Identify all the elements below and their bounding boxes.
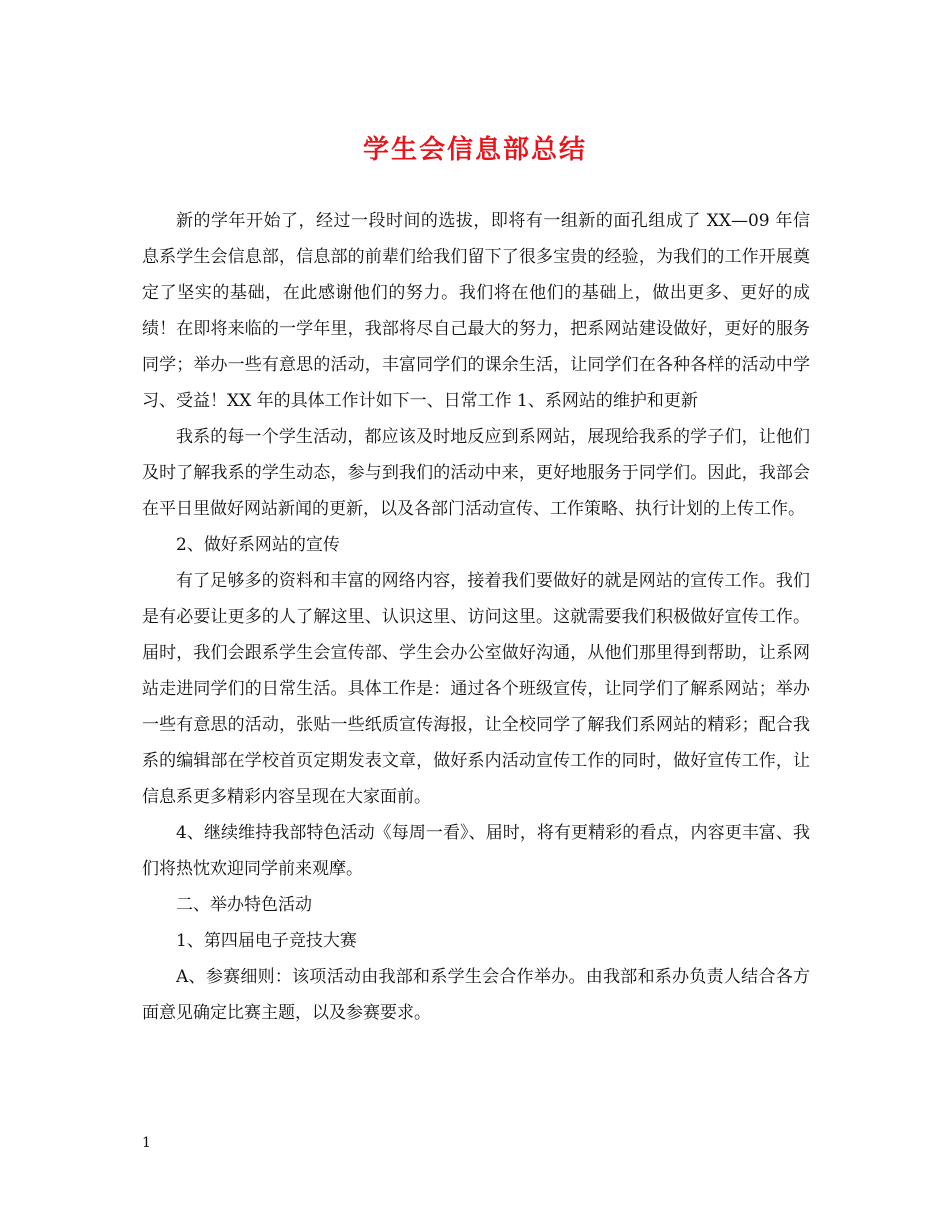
document-title: 学生会信息部总结: [362, 135, 587, 165]
paragraph: 我系的每一个学生活动，都应该及时地反应到系网站，展现给我系的学子们，让他们及时了解我系的学生动态，参与到我们的活动中来，更好地服务于同学们。因此，我部会在平日里做好网站新闻的更新，以及各部门活动宣传、工作策略、执行计划的上传工作。: [142, 427, 810, 519]
paragraph: 有了足够多的资料和丰富的网络内容，接着我们要做好的就是网站的宣传工作。我们是有必要让更多的人了解这里、认识这里、访问这里。这就需要我们积极做好宣传工作。届时，我们会跟系学生会宣传部、学生会办公室做好沟通，从他们那里得到帮助，让系网站走进同学们的日常生活。具体工作是：通过各个班级宣传，让同学们了解系网站；举办一些有意思的活动，张贴一些纸质宣传海报，让全校同学了解我们系网站的精彩；配合我系的编辑部在学校首页定期发表文章，做好系内活动宣传工作的同时，做好宣传工作，让信息系更多精彩内容呈现在大家面前。: [142, 571, 810, 807]
paragraph: 1、第四届电子竞技大赛: [176, 931, 357, 951]
paragraph: 二、举办特色活动: [176, 895, 312, 915]
page-number: 1: [142, 1135, 151, 1151]
paragraph: 新的学年开始了，经过一段时间的选拔，即将有一组新的面孔组成了 XX—09 年信息系学生会信息部，信息部的前辈们给我们留下了很多宝贵的经验，为我们的工作开展奠定了坚实的基础，在此感谢他们的努力。我们将在他们的基础上，做出更多、更好的成绩！在即将来临的一学年里，我部将尽自己最大的努力，把系网站建设做好，更好的服务同学；举办一些有意思的活动，丰富同学们的课余生活，让同学们在各种各样的活动中学习、受益！XX 年的具体工作计如下一、日常工作 1、系网站的维护和更新: [142, 211, 810, 411]
paragraph: A、参赛细则：该项活动由我部和系学生会合作举办。由我部和系办负责人结合各方面意见确定比赛主题，以及参赛要求。: [142, 967, 810, 1023]
paragraph: 2、做好系网站的宣传: [176, 535, 340, 555]
document-body: [142, 203, 810, 1031]
paragraph: 4、继续维持我部特色活动《每周一看》、届时，将有更精彩的看点，内容更丰富、我们将热忱欢迎同学前来观摩。: [142, 823, 810, 879]
